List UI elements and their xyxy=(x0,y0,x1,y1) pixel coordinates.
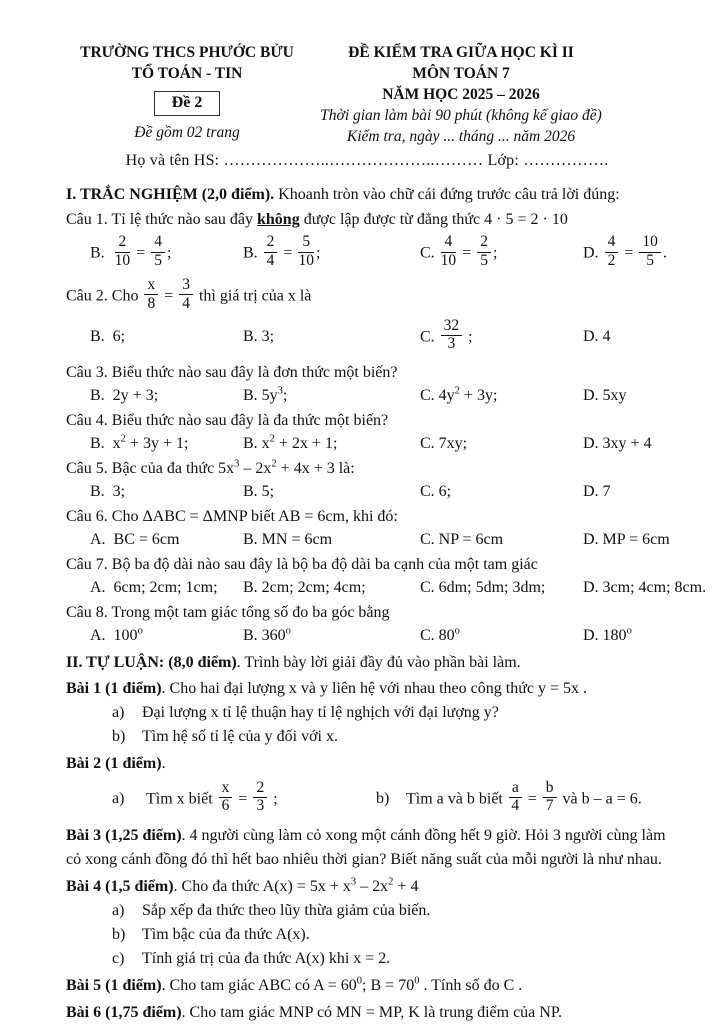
answer-option: B. 5; xyxy=(243,483,275,501)
question-stem: Câu 5. Bậc của đa thức $5x^3 - 2x^2 + 4x + 3$ là: xyxy=(66,459,355,478)
question-stem: Câu 4. Biểu thức nào sau đây là đa thức một biến? xyxy=(66,412,389,430)
exam-year: NĂM HỌC 2025 – 2026 xyxy=(382,86,540,103)
subitem-marker: a) xyxy=(112,790,125,808)
subitem-marker: a) xyxy=(112,902,125,920)
answer-option: D. 3cm; 4cm; 8cm. xyxy=(583,579,707,597)
answer-options-row xyxy=(66,577,707,599)
answer-option: A. 100$^o$ xyxy=(90,626,143,645)
subitem-text: Tìm a và b biết $\frac{a}{4}$ = $\frac{b}{7}$ và b – a = 6. xyxy=(406,778,642,815)
section2-heading xyxy=(66,652,668,674)
problem-subitems-row xyxy=(66,777,668,821)
header-school-block xyxy=(66,42,308,147)
problem-label: Bài 2 (1 điểm) xyxy=(66,755,162,773)
answer-option: C. 80$^o$ xyxy=(420,626,460,645)
exam-header xyxy=(66,42,668,147)
pages-note: Đề gồm 02 trang xyxy=(134,124,240,141)
answer-option: B. MN = 6cm xyxy=(243,531,333,549)
fraction: $\frac{x}{8}$ xyxy=(144,277,158,312)
fraction: $\frac{10}{5}$ xyxy=(639,234,661,269)
problem-subitem xyxy=(66,701,668,725)
answer-option: B. $x^2 + 2x + 1$; xyxy=(243,434,338,453)
question-stem: Câu 2. Cho $\frac{x}{8}$ = $\frac{3}{4}$ thì giá trị của x là xyxy=(66,276,312,312)
fraction: $\frac{5}{10}$ xyxy=(298,233,314,269)
problem-statement: Bài 6 (1,75 điểm). Cho tam giác MNP có MN = MP, K là trung điểm của NP. xyxy=(66,1004,562,1022)
answer-option: D. MP = 6cm xyxy=(583,531,670,549)
school-name: TRƯỜNG THCS PHƯỚC BỬU xyxy=(80,44,294,61)
answer-option: B. 2cm; 2cm; 4cm; xyxy=(243,579,366,597)
answer-option: B. 360$^o$ xyxy=(243,626,291,645)
answer-option: B. 2y + 3; xyxy=(90,387,159,405)
exam-subject: MÔN TOÁN 7 xyxy=(412,65,510,82)
answer-option: B. $\frac{2}{4}$ = $\frac{5}{10}$ ; xyxy=(243,233,321,269)
answer-option: B. 3; xyxy=(243,328,275,346)
subitem-text: Tìm bậc của đa thức A(x). xyxy=(142,926,310,944)
answer-option: B. $x^2 + 3y + 1$; xyxy=(90,434,189,453)
fraction: $\frac{4}{2}$ xyxy=(605,234,619,269)
answer-option: D. 7 xyxy=(583,483,611,501)
subitem-marker: a) xyxy=(112,704,125,722)
problem-subitem xyxy=(66,947,668,971)
answer-options-row xyxy=(66,625,668,647)
answer-option: B. 3; xyxy=(90,483,126,501)
answer-option: C. 6; xyxy=(420,483,452,501)
subitem-marker: b) xyxy=(112,728,126,746)
subitem-marker: b) xyxy=(112,926,126,944)
fraction: $\frac{2}{4}$ xyxy=(264,234,278,269)
answer-option: B. $5y^3$; xyxy=(243,386,288,405)
problem-label: Bài 6 (1,75 điểm) xyxy=(66,1004,182,1022)
answer-options-row xyxy=(66,433,668,455)
emphasized-word: không xyxy=(257,211,300,228)
problem-statement: Bài 2 (1 điểm). xyxy=(66,755,166,773)
header-title-block xyxy=(308,42,614,147)
fraction: $\frac{4}{10}$ xyxy=(440,233,457,269)
answer-options-row xyxy=(66,232,668,276)
problem-subitem xyxy=(66,725,668,749)
question-stem: Câu 6. Cho ΔABC = ΔMNP biết AB = 6cm, khi đó: xyxy=(66,508,398,526)
subitem-text: Tìm x biết $\frac{x}{6}$ = $\frac{2}{3}$ ; xyxy=(142,778,278,815)
essay-problems xyxy=(66,677,668,1024)
exam-title: ĐỀ KIỂM TRA GIỮA HỌC KÌ II xyxy=(348,44,574,61)
department-name: TỔ TOÁN - TIN xyxy=(131,65,243,82)
answer-options-row xyxy=(66,385,668,407)
student-name-line: Họ và tên HS: ………………..………………..……… Lớp: ……………. xyxy=(125,152,609,169)
answer-option: C. 7xy; xyxy=(420,435,468,453)
section1-heading-rest: Khoanh tròn vào chữ cái đứng trước câu trả lời đúng: xyxy=(274,186,620,203)
subitem-text: Sắp xếp đa thức theo lũy thừa giảm của biến. xyxy=(142,902,431,920)
problem-subitem xyxy=(66,899,668,923)
fraction: $\frac{x}{6}$ xyxy=(219,780,233,815)
problem-statement: Bài 3 (1,25 điểm). 4 người cùng làm cỏ xong một cánh đồng hết 9 giờ. Hỏi 3 người cùng làm cỏ xong cánh đồng đó thì hết bao nhiêu thời gian? Biết năng suất của mỗi người là như nhau. xyxy=(66,827,666,869)
question-stem: Câu 1. Tỉ lệ thức nào sau đây không được lập được từ đẳng thức 4 · 5 = 2 · 10 xyxy=(66,211,568,228)
answer-options-row xyxy=(66,481,668,503)
section2-heading-bold: II. TỰ LUẬN: (8,0 điểm) xyxy=(66,654,237,672)
answer-option: D. 3xy + 4 xyxy=(583,435,652,453)
exam-code-box: Đề 2 xyxy=(154,91,221,116)
subitem-text: Tìm hệ số tỉ lệ của y đối với x. xyxy=(142,728,338,746)
section1-heading-bold: I. TRẮC NGHIỆM (2,0 điểm). xyxy=(66,186,275,203)
answer-option: D. $\frac{4}{2}$ = $\frac{10}{5}$ . xyxy=(583,233,667,269)
answer-option: D. 5xy xyxy=(583,387,627,405)
problem-statement: Bài 4 (1,5 điểm). Cho đa thức $A(x) = 5x + x^3 - 2x^2 + 4$ xyxy=(66,877,419,896)
answer-options-row xyxy=(66,529,668,551)
subitem-marker: c) xyxy=(112,950,125,968)
problem-subitem xyxy=(66,923,668,947)
problem-label: Bài 1 (1 điểm) xyxy=(66,680,162,698)
problem-label: Bài 4 (1,5 điểm) xyxy=(66,878,174,896)
answer-option: C. NP = 6cm xyxy=(420,531,504,549)
subitem-text: Tính giá trị của đa thức A(x) khi x = 2. xyxy=(142,950,391,968)
duration-note: Thời gian làm bài 90 phút (không kể giao đề) xyxy=(320,107,602,124)
answer-option: B. $\frac{2}{10}$ = $\frac{4}{5}$ ; xyxy=(90,233,172,269)
answer-option: A. 6cm; 2cm; 1cm; xyxy=(90,579,218,597)
answer-option: C. 6dm; 5dm; 3dm; xyxy=(420,579,546,597)
problem-label: Bài 5 (1 điểm) xyxy=(66,977,162,995)
fraction: $\frac{32}{3}$ xyxy=(441,318,463,353)
subitem-text: Đại lượng x tỉ lệ thuận hay tỉ lệ nghịch với đại lượng y? xyxy=(142,704,499,722)
answer-option: C. $4y^2 + 3y$; xyxy=(420,386,498,405)
fraction: $\frac{a}{4}$ xyxy=(509,780,522,815)
multiple-choice-questions xyxy=(66,209,707,647)
question-stem: Câu 3. Biểu thức nào sau đây là đơn thức một biến? xyxy=(66,364,398,382)
fraction: $\frac{b}{7}$ xyxy=(543,780,557,815)
answer-option: C. $\frac{32}{3}$ ; xyxy=(420,316,473,353)
answer-option: A. BC = 6cm xyxy=(90,531,180,549)
problem-subitem xyxy=(66,778,376,817)
answer-options-row xyxy=(66,315,668,359)
question-stem: Câu 8. Trong một tam giác tổng số đo ba góc bằng xyxy=(66,604,390,622)
section1-heading xyxy=(66,184,668,206)
answer-option: D. 180$^o$ xyxy=(583,626,632,645)
question-stem: Câu 7. Bộ ba độ dài nào sau đây là bộ ba độ dài ba cạnh của một tam giác xyxy=(66,556,538,574)
fraction: $\frac{3}{4}$ xyxy=(179,277,193,312)
subitem-marker: b) xyxy=(376,790,390,808)
problem-statement: Bài 5 (1 điểm). Cho tam giác ABC có $A = 60^0$; $B = 70^0$ . Tính số đo C . xyxy=(66,976,523,995)
fraction: $\frac{2}{10}$ xyxy=(114,233,131,269)
section2-heading-rest: . Trình bày lời giải đầy đủ vào phần bài làm. xyxy=(236,654,521,672)
problem-label: Bài 3 (1,25 điểm) xyxy=(66,827,182,845)
fraction: $\frac{2}{5}$ xyxy=(477,234,491,269)
fraction: $\frac{4}{5}$ xyxy=(151,234,165,269)
answer-option: B. 6; xyxy=(90,328,126,346)
date-note: Kiểm tra, ngày ... tháng ... năm 2026 xyxy=(346,128,576,145)
answer-option: D. 4 xyxy=(583,328,611,346)
problem-subitem xyxy=(376,778,668,817)
problem-statement: Bài 1 (1 điểm). Cho hai đại lượng x và y liên hệ với nhau theo công thức y = 5x . xyxy=(66,680,587,698)
fraction: $\frac{2}{3}$ xyxy=(253,780,267,815)
answer-option: C. $\frac{4}{10}$ = $\frac{2}{5}$ ; xyxy=(420,233,498,269)
